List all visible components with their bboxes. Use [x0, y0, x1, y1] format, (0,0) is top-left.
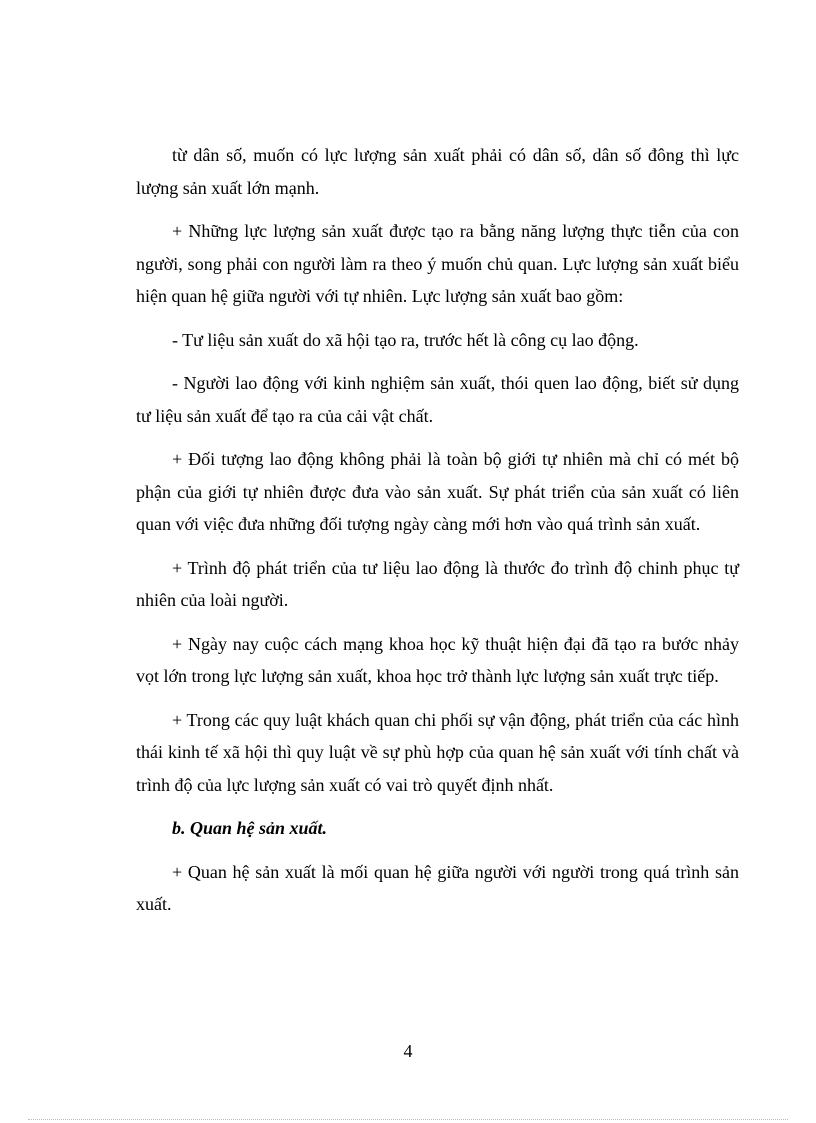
- paragraph: - Tư liệu sản xuất do xã hội tạo ra, trước hết là công cụ lao động.: [172, 329, 639, 350]
- paragraph: + Những lực lượng sản xuất được tạo ra bằng năng lượng thực tiễn của con người, song phải con người làm ra theo ý muốn chủ quan. Lực lượng sản xuất biểu hiện quan hệ giữa người với tự nhiên. Lực lượng sản xuất bao gồm:: [136, 221, 739, 306]
- paragraph: + Trình độ phát triển của tư liệu lao động là thước đo trình độ chinh phục tự nhiên của loài người.: [136, 557, 739, 610]
- page-number: 4: [403, 1041, 413, 1061]
- paragraph: từ dân số, muốn có lực lượng sản xuất phải có dân số, dân số đông thì lực lượng sản xuất lớn mạnh.: [136, 145, 739, 198]
- paragraph: + Đối tượng lao động không phải là toàn bộ giới tự nhiên mà chỉ có mét bộ phận của giới tự nhiên được đưa vào sản xuất. Sự phát triển của sản xuất có liên quan với việc đưa những đối tượng ngày càng mới hơn vào quá trình sản xuất.: [136, 449, 739, 534]
- page-bottom-divider: [28, 1119, 788, 1120]
- page-body: [136, 139, 739, 932]
- paragraph: + Ngày nay cuộc cách mạng khoa học kỹ thuật hiện đại đã tạo ra bước nhảy vọt lớn trong lực lượng sản xuất, khoa học trở thành lực lượng sản xuất trực tiếp.: [136, 633, 739, 686]
- paragraph: - Người lao động với kinh nghiệm sản xuất, thói quen lao động, biết sử dụng tư liệu sản xuất để tạo ra của cải vật chất.: [136, 373, 739, 426]
- paragraph: + Quan hệ sản xuất là mối quan hệ giữa người với người trong quá trình sản xuất.: [136, 861, 739, 914]
- section-heading: b. Quan hệ sản xuất.: [172, 818, 328, 838]
- paragraph: + Trong các quy luật khách quan chi phối sự vận động, phát triển của các hình thái kinh tế xã hội thì quy luật về sự phù hợp của quan hệ sản xuất với tính chất và trình độ của lực lượng sản xuất có vai trò quyết định nhất.: [136, 709, 739, 795]
